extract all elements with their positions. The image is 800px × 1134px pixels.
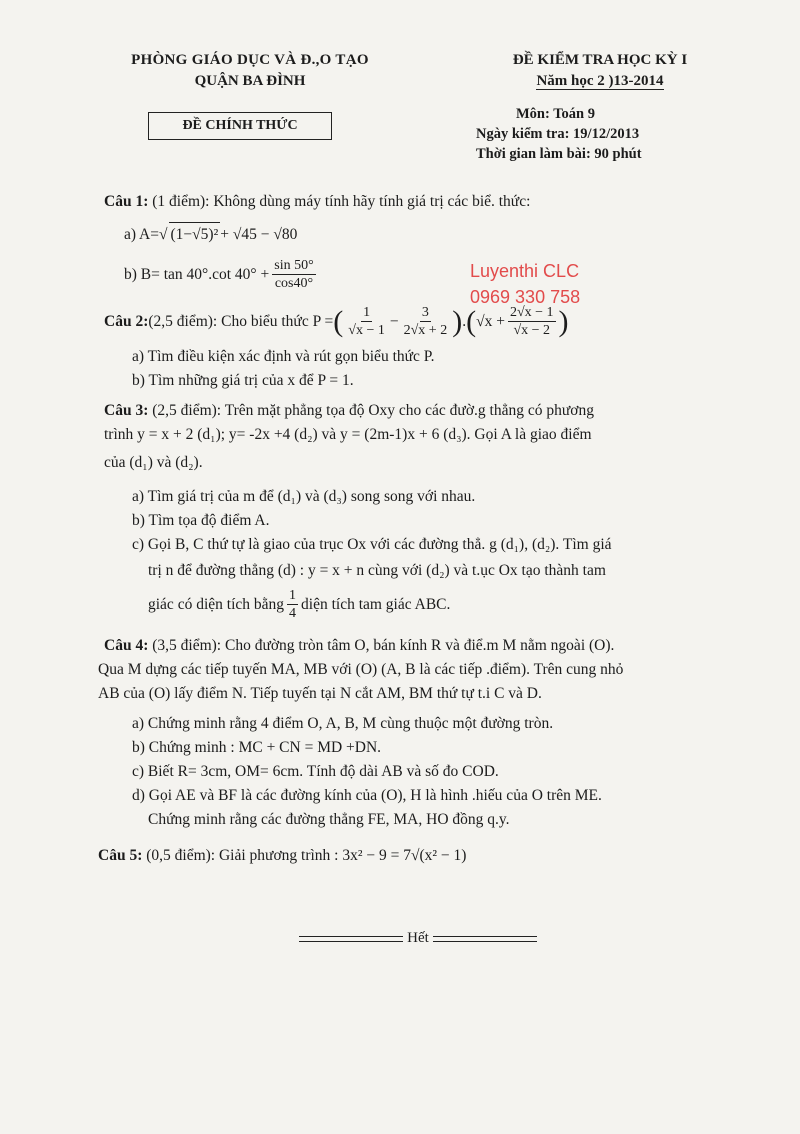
end-rule-left	[299, 936, 403, 942]
school-year: Năm học 2 )13-2014	[536, 73, 664, 89]
exam-content	[98, 190, 764, 868]
q4-line-3: AB của (O) lấy điểm N. Tiếp tuyến tại N cắt AM, BM thứ tự t.i C và D.	[98, 685, 542, 702]
q1-label: Câu 1:	[104, 193, 149, 210]
q3-part-c-line-3: giác có diện tích bằng $\frac{1}{4}$ diện tích tam giác ABC.	[148, 588, 451, 621]
end-rule-right	[433, 936, 537, 942]
q4-part-a: a) Chứng minh rằng 4 điểm O, A, B, M cùng thuộc một đường tròn.	[132, 715, 554, 732]
q3-part-c: c) Gọi B, C thứ tự là giao của trục Ox với các đường thẳ. g (d₁), (d₂). Tìm giá	[132, 536, 612, 553]
watermark-name: Luyenthi CLC	[470, 261, 580, 281]
exam-meta	[470, 104, 730, 164]
q1-part-a: a) A= √ (1−√5)² + √45 − √80	[124, 222, 764, 247]
q2-fraction-3: $\frac{2√x - 1}{√x - 2}$	[509, 305, 554, 338]
subject: Môn: Toán 9	[516, 106, 595, 122]
header-right	[470, 52, 730, 164]
q4-part-b: b) Chứng minh : MC + CN = MD +DN.	[132, 739, 382, 756]
q2-part-a: a) Tìm điều kiện xác định và rút gọn biểu thức P.	[132, 348, 435, 365]
q2-part-b: b) Tìm những giá trị của x để P = 1.	[132, 372, 354, 389]
q4-line-2: Qua M dựng các tiếp tuyến MA, MB với (O) (A, B là các tiếp .điểm). Trên cung nhỏ	[98, 661, 624, 678]
q4-label: Câu 4:	[104, 637, 149, 654]
department-name: PHÒNG GIÁO DỤC VÀ Đ.,O TẠO	[131, 52, 369, 68]
q3-label: Câu 3:	[104, 402, 149, 419]
q4-part-c: c) Biết R= 3cm, OM= 6cm. Tính độ dài AB và số đo COD.	[132, 763, 499, 780]
watermark-phone: 0969 330 758	[470, 287, 581, 307]
q2-text: (2,5 điểm): Cho biểu thức P =	[148, 312, 334, 330]
end-text: Hết	[407, 930, 429, 946]
q2-fraction-1: $\frac{1}{√x - 1}$	[348, 305, 385, 338]
q3-line-3: của (d₁) và (d₂).	[104, 454, 203, 471]
q1-part-b: b) B= tan 40°.cot 40° + $\frac{\sin 50^\circ}{\cos 40^\circ}$	[124, 258, 314, 291]
q1-text: (1 điểm): Không dùng máy tính hãy tính giá trị các biể. thức:	[148, 193, 531, 210]
question-5: Câu 5: (0,5 điểm): Giải phương trình : 3x² − 9 = 7√(x² − 1)	[98, 847, 467, 864]
end-marker	[282, 930, 554, 947]
q2-fraction-2: $\frac{3}{2√x + 2}$	[403, 305, 448, 338]
question-3: Câu 3: (2,5 điểm): Trên mặt phẳng tọa độ Oxy cho các đườ.g thẳng có phương	[104, 402, 594, 419]
header-left	[100, 52, 400, 90]
q3-part-c-line-2: trị n để đường thẳng (d) : y = x + n cùng với (d₂) và t.ục Ox tạo thành tam	[148, 562, 606, 579]
q3-part-b: b) Tìm tọa độ điểm A.	[132, 512, 270, 529]
q3-part-a: a) Tìm giá trị của m để (d₁) và (d₃) song song với nhau.	[132, 488, 476, 505]
question-4: Câu 4: (3,5 điểm): Cho đường tròn tâm O, bán kính R và điể.m M nằm ngoài (O).	[104, 637, 615, 654]
q2-label: Câu 2:	[104, 312, 149, 330]
q1-a-radicand: (1−√5)²	[169, 222, 221, 247]
q5-label: Câu 5:	[98, 847, 143, 864]
exam-duration: Thời gian làm bài: 90 phút	[476, 146, 642, 162]
exam-title: ĐỀ KIỂM TRA HỌC KỲ I	[512, 52, 688, 68]
exam-date: Ngày kiểm tra: 19/12/2013	[476, 126, 640, 142]
q3-line-2: trình y = x + 2 (d₁); y= -2x +4 (d₂) và y = (2m-1)x + 6 (d₃). Gọi A là giao điểm	[104, 426, 592, 443]
district-name: QUẬN BA ĐÌNH	[194, 73, 306, 89]
q3-fraction: $\frac{1}{4}$	[289, 588, 297, 621]
official-badge: ĐỀ CHÍNH THỨC	[148, 112, 332, 140]
q4-part-d-line-2: Chứng minh rằng các đường thẳng FE, MA, HO đồng q.y.	[148, 811, 510, 828]
q4-part-d: d) Gọi AE và BF là các đường kính của (O), H là hình .hiếu của O trên ME.	[132, 787, 602, 804]
question-1	[104, 190, 764, 214]
question-2: Câu 2: (2,5 điểm): Cho biểu thức P = ( $\frac{1}{√x - 1}$ − $\frac{3}{2√x + 2}$ ) . ( √x + $\frac{2√x - 1}{√x - 2}$ )	[104, 304, 569, 338]
q1-b-fraction: $\frac{\sin 50^\circ}{\cos 40^\circ}$	[274, 258, 314, 291]
